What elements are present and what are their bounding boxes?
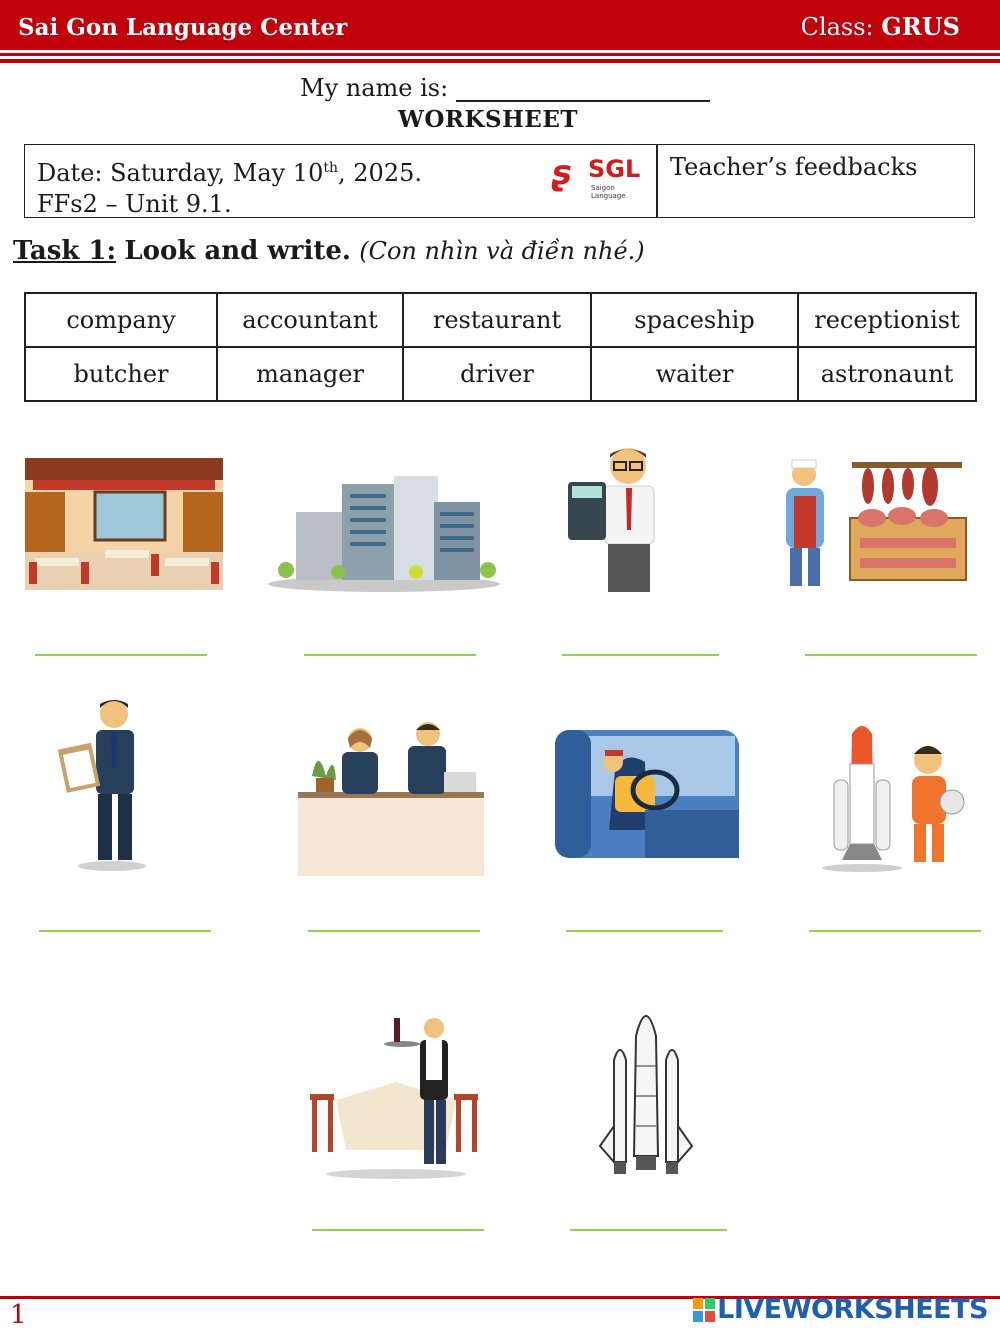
word-cell: receptionist xyxy=(798,293,976,347)
answer-line-9[interactable] xyxy=(312,1229,484,1231)
answer-line-1[interactable] xyxy=(35,654,207,656)
date-year: , 2025. xyxy=(338,159,422,187)
word-bank-row xyxy=(25,347,976,401)
info-box xyxy=(24,144,975,218)
teacher-feedback-label: Teacher’s feedbacks xyxy=(670,153,918,181)
answer-line-8[interactable] xyxy=(809,930,981,932)
task-number: Task 1: xyxy=(13,236,117,266)
date-block xyxy=(37,153,422,220)
sgl-logo xyxy=(551,151,651,200)
answer-line-6[interactable] xyxy=(308,930,480,932)
astronaut-with-rocket-illustration xyxy=(812,724,966,872)
word-cell: manager xyxy=(217,347,403,401)
restaurant-illustration xyxy=(25,458,223,590)
name-label: My name is: xyxy=(300,74,449,102)
date-text: Date: Saturday, May 10 xyxy=(37,159,324,187)
spaceship-sketch-illustration xyxy=(592,996,700,1186)
word-bank-row xyxy=(25,293,976,347)
answer-line-5[interactable] xyxy=(39,930,211,932)
unit-text: FFs2 – Unit 9.1. xyxy=(37,190,232,218)
name-input[interactable] xyxy=(456,78,710,102)
class-label: Class: xyxy=(800,13,874,41)
word-cell: driver xyxy=(403,347,591,401)
class-info xyxy=(801,12,960,41)
word-cell: waiter xyxy=(591,347,798,401)
header-bar xyxy=(0,0,1000,50)
sgl-logo-sub: Saigon Language xyxy=(591,184,626,200)
word-cell: butcher xyxy=(25,347,217,401)
word-cell: restaurant xyxy=(403,293,591,347)
answer-line-10[interactable] xyxy=(570,1229,727,1231)
center-name: Sai Gon Language Center xyxy=(18,14,348,41)
header-rule-2 xyxy=(0,59,1000,63)
liveworksheets-brand[interactable]: LIVEWORKSHEETS xyxy=(717,1294,988,1325)
task-hint: (Con nhìn và điền nhé.) xyxy=(359,237,645,265)
word-cell: company xyxy=(25,293,217,347)
liveworksheets-logo-icon xyxy=(693,1298,715,1322)
answer-line-7[interactable] xyxy=(566,930,723,932)
waiter-serving-table-illustration xyxy=(306,1010,486,1180)
page-number: 1 xyxy=(10,1300,27,1330)
driver-in-car-illustration xyxy=(555,730,739,858)
sgl-logo-text: SGL xyxy=(588,155,641,183)
task-heading xyxy=(13,236,645,266)
class-value: GRUS xyxy=(881,12,960,41)
receptionists-at-desk-illustration xyxy=(298,716,484,876)
name-row xyxy=(300,74,710,102)
word-cell: accountant xyxy=(217,293,403,347)
sgl-logo-icon: ʂ xyxy=(551,153,572,193)
info-divider xyxy=(656,145,658,217)
word-cell: astronaunt xyxy=(798,347,976,401)
city-buildings-illustration xyxy=(266,472,502,592)
answer-line-4[interactable] xyxy=(805,654,977,656)
accountant-with-calculator-illustration xyxy=(562,444,680,594)
answer-line-3[interactable] xyxy=(562,654,719,656)
butcher-with-meat-stall-illustration xyxy=(772,456,968,590)
word-cell: spaceship xyxy=(591,293,798,347)
task-title: Look and write. xyxy=(124,236,351,266)
answer-line-2[interactable] xyxy=(304,654,476,656)
word-bank-table xyxy=(24,292,977,402)
date-sup: th xyxy=(323,160,339,176)
header-rule xyxy=(0,53,1000,56)
worksheet-title: WORKSHEET xyxy=(398,106,578,133)
manager-with-clipboard-illustration xyxy=(56,696,160,872)
